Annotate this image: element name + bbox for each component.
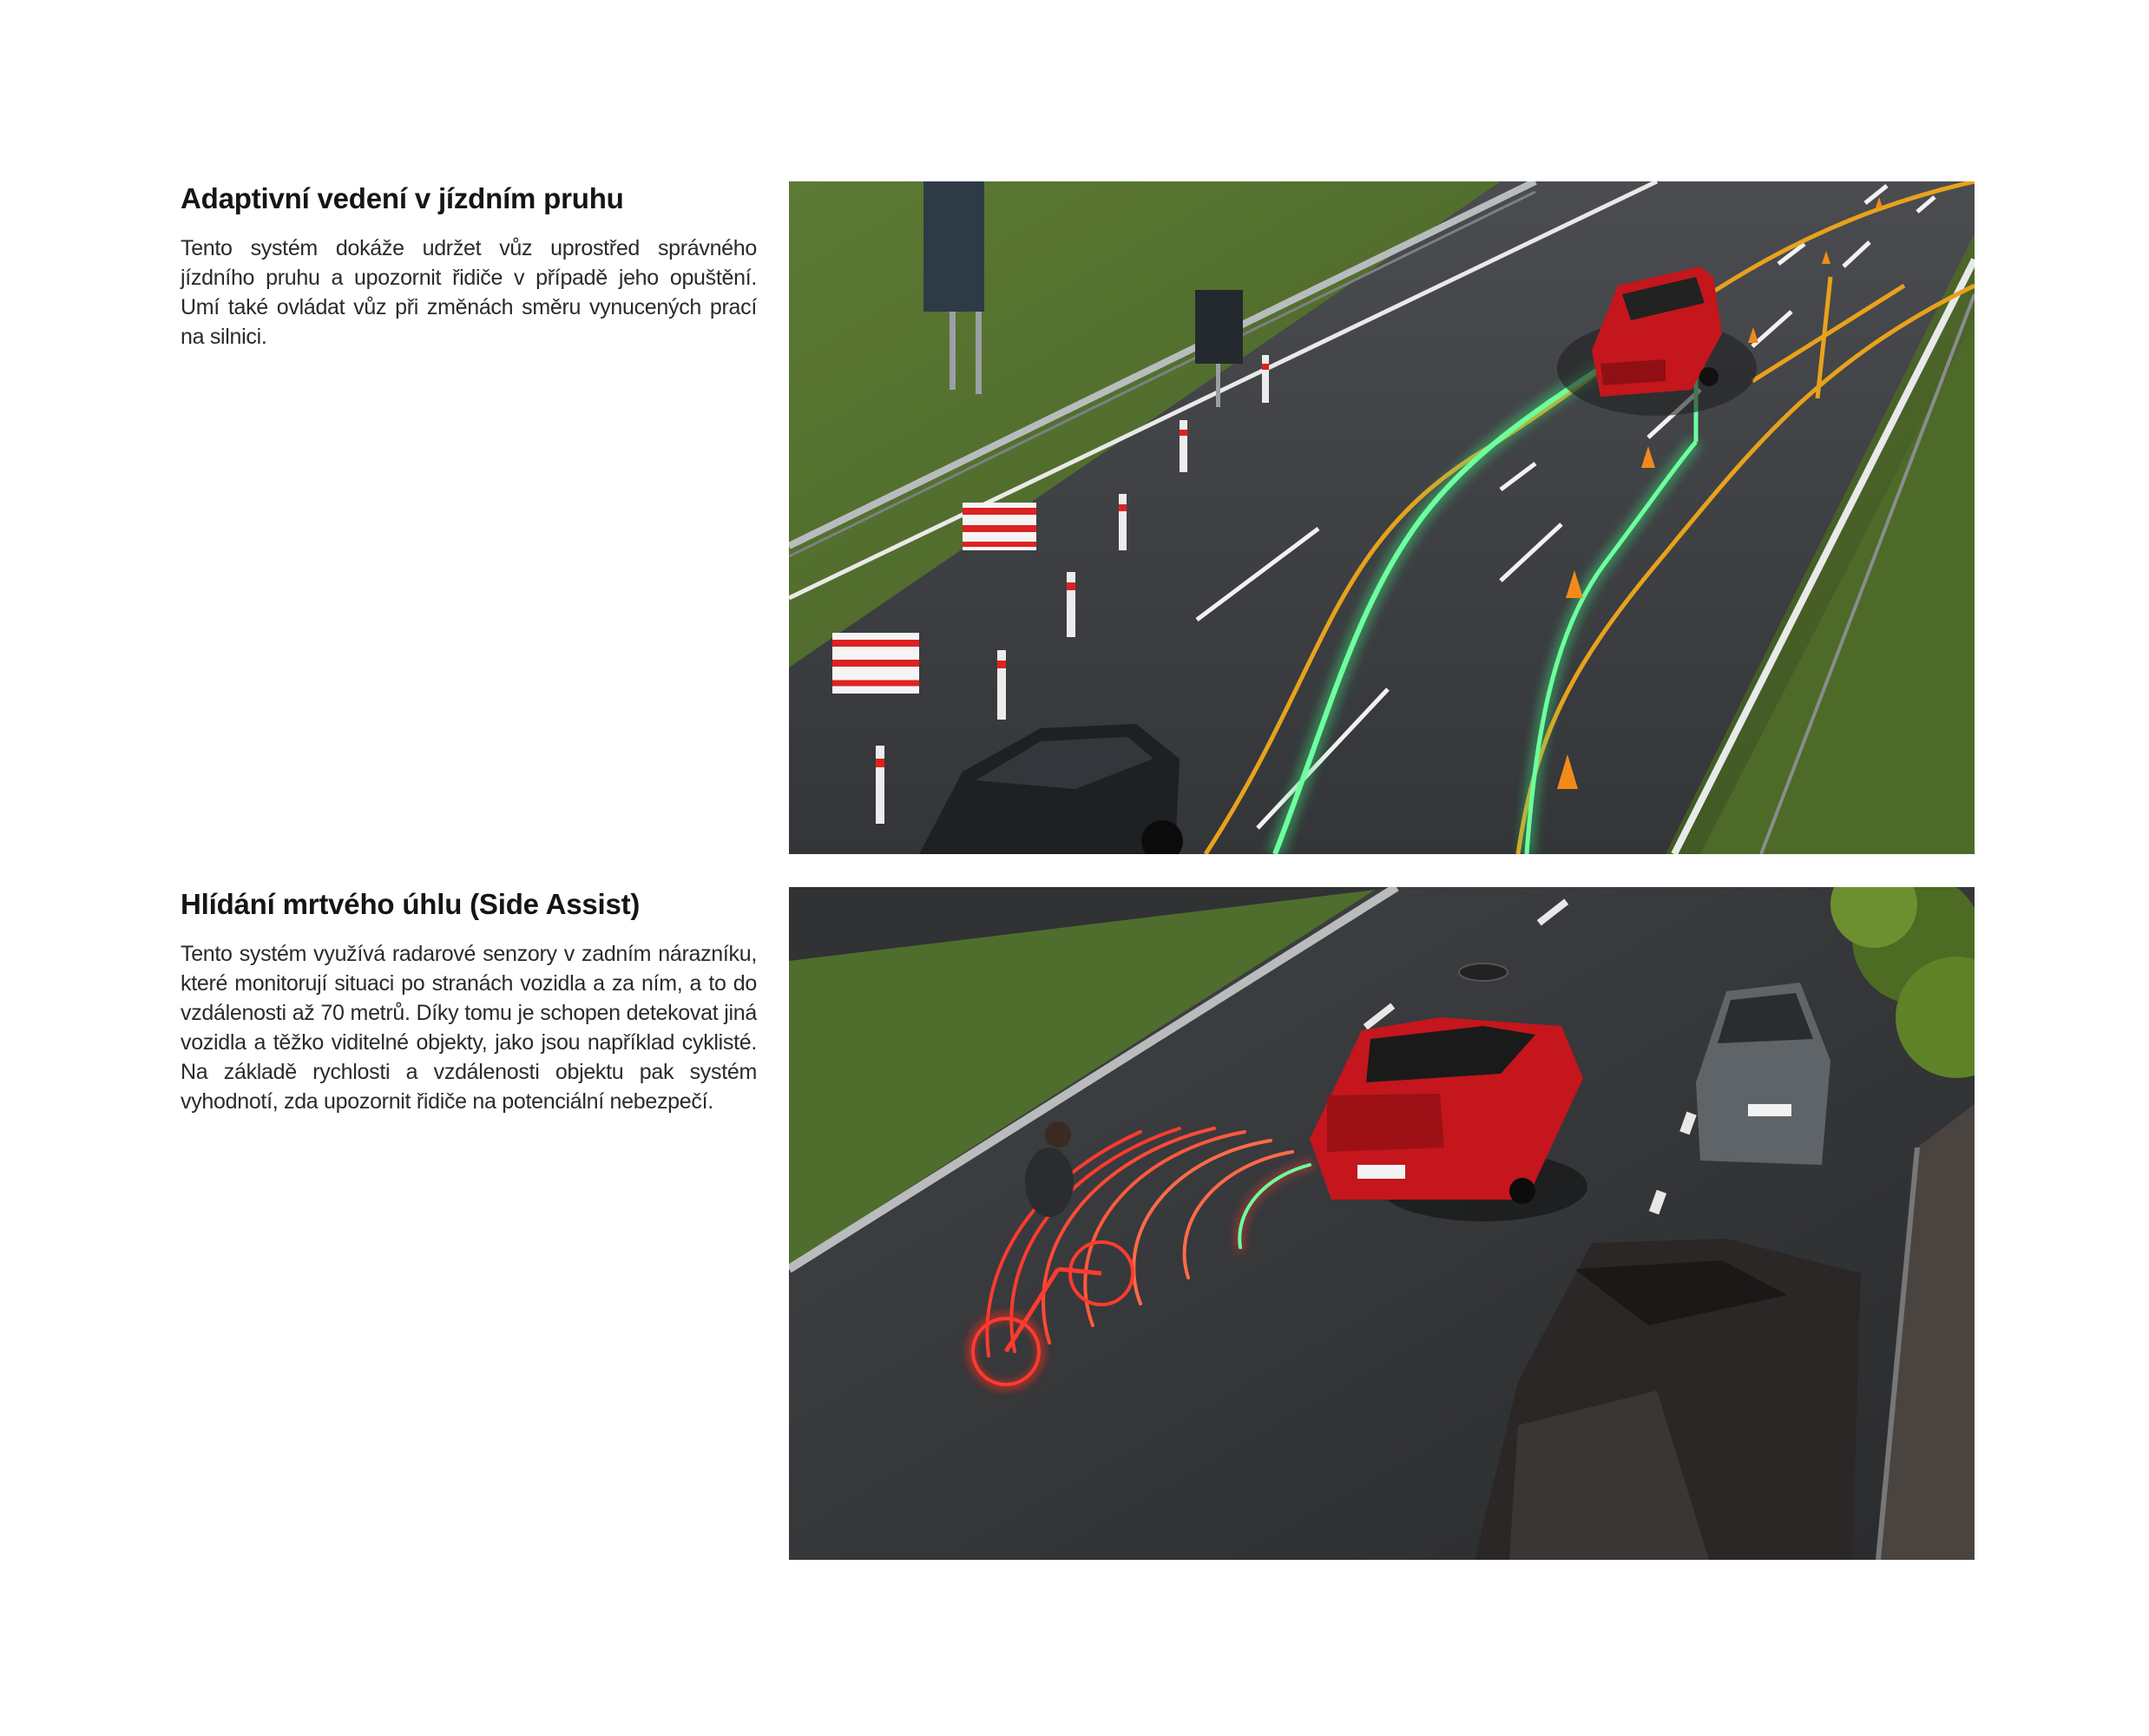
- side-assist-text: [181, 887, 757, 1116]
- lane-assist-photo: [789, 181, 1975, 854]
- manhole: [1459, 963, 1508, 981]
- side-assist-heading: Hlídání mrtvého úhlu (Side Assist): [181, 888, 641, 920]
- lane-assist-section: [0, 181, 2149, 854]
- side-assist-photo: [789, 887, 1975, 1560]
- lane-assist-text: [181, 181, 757, 352]
- lane-assist-heading: Adaptivní vedení v jízdním pruhu: [181, 182, 624, 214]
- side-assist-description: Tento systém využívá radarové senzory v zadním nárazníku, které monitorují situaci po stranách vozidla a za ním, a to do vzdálenosti až 70 metrů. Díky tomu je schopen detekovat jiná vozidla a těžko viditelné objekty, jako jsou například cyklisté. Na základě rychlosti a vzdálenosti objektu pak systém vyhodnotí, zda upozornit řidiče na potenciální nebezpečí.: [181, 942, 757, 1114]
- lane-assist-description: Tento systém dokáže udržet vůz uprostřed správného jízdního pruhu a upozornit řidiče v případě jeho opuštění. Umí také ovládat vůz při změnách směru vynucených prací na silnici.: [181, 236, 757, 349]
- side-assist-section: [0, 887, 2149, 1560]
